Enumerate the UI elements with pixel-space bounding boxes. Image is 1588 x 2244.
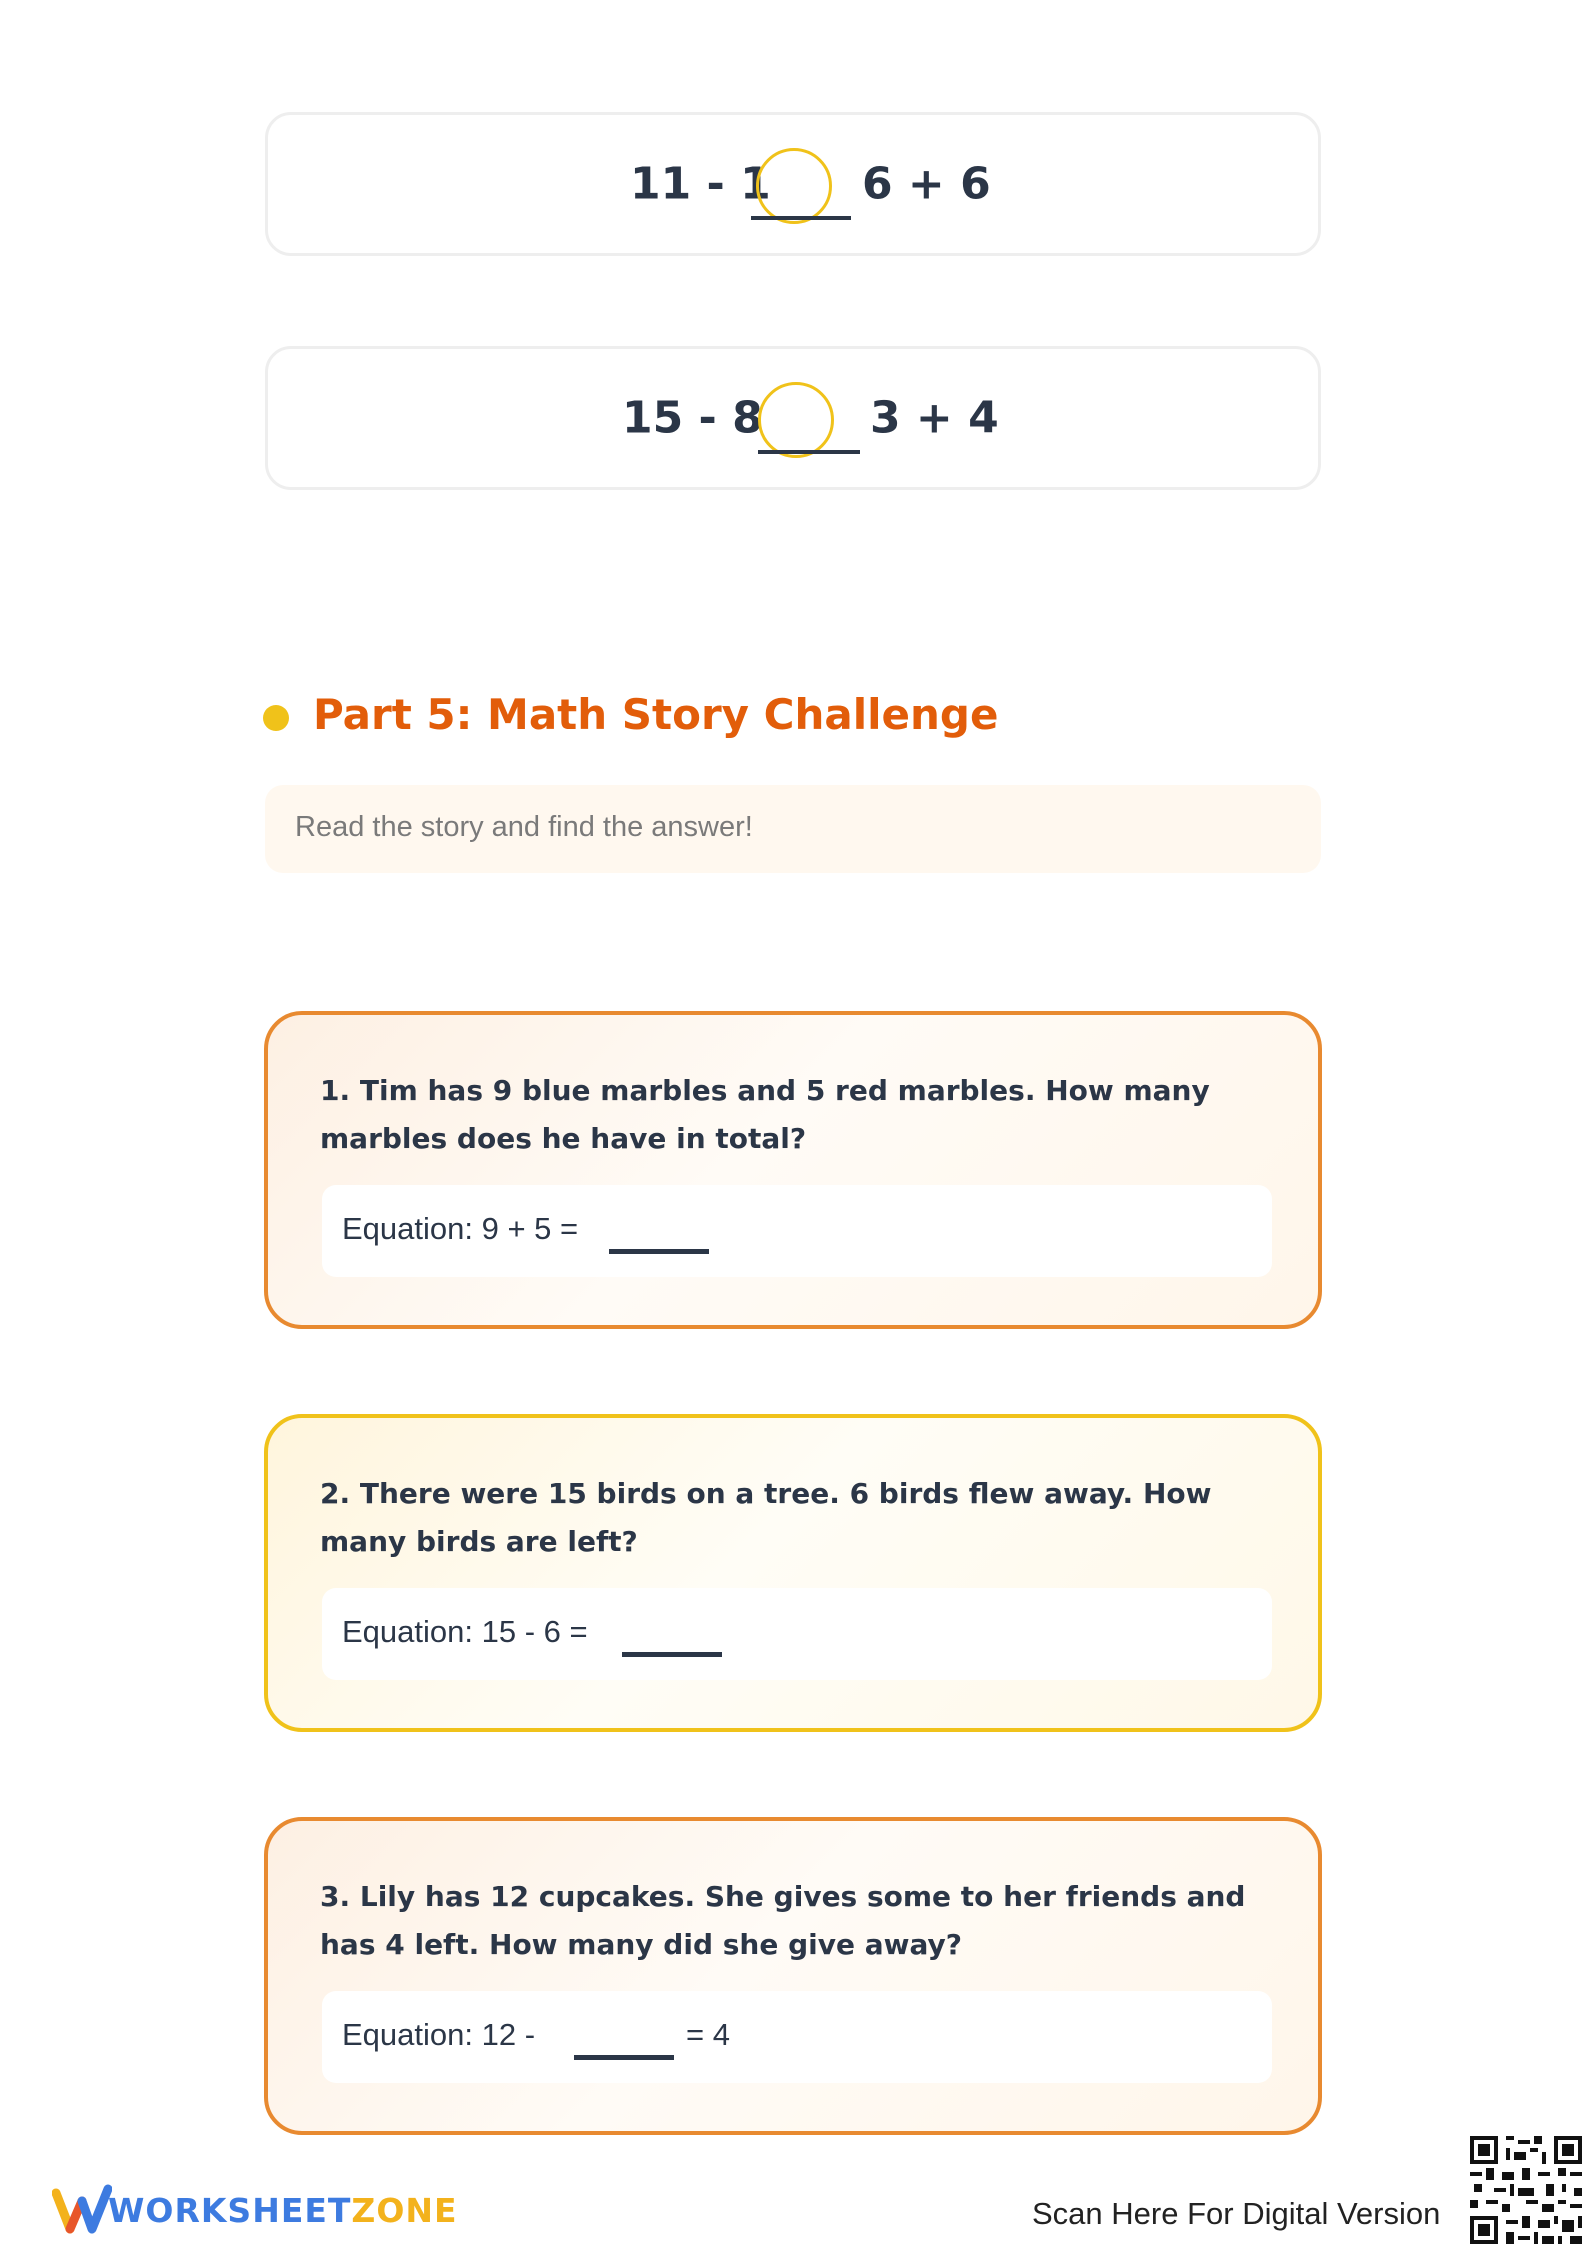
worksheetzone-logo-icon [52,2183,112,2235]
equation-box [322,1991,1272,2083]
comparison-right: 6 + 6 [862,158,991,210]
question-text: 2. There were 15 birds on a tree. 6 birds flew away. How many birds are left? [320,1477,1212,1558]
equation-suffix: = 4 [686,2017,730,2052]
equation-text: Equation: 12 - [342,2017,536,2052]
answer-line [758,450,860,454]
answer-circle[interactable] [756,148,832,224]
logo-wordmark[interactable] [108,2191,458,2230]
logo-text-part2: ZONE [351,2191,458,2230]
instruction-text: Read the story and find the answer! [295,811,753,843]
equation-box [322,1588,1272,1680]
comparison-box-2 [265,346,1321,490]
question-card-2 [264,1414,1322,1732]
section-title: Part 5: Math Story Challenge [313,690,999,739]
answer-blank[interactable] [609,1249,709,1254]
section-bullet [263,705,289,731]
answer-line [751,216,851,220]
equation-text: Equation: 15 - 6 = [342,1614,588,1649]
scan-text: Scan Here For Digital Version [1032,2196,1441,2231]
comparison-left: 15 - 8 [622,392,763,444]
question-text: 3. Lily has 12 cupcakes. She gives some to her friends and has 4 left. How many did she give away? [320,1880,1246,1961]
comparison-box-1 [265,112,1321,256]
comparison-left: 11 - 1 [630,158,771,210]
answer-blank[interactable] [622,1652,722,1657]
comparison-right: 3 + 4 [870,392,999,444]
question-card-1 [264,1011,1322,1329]
question-text: 1. Tim has 9 blue marbles and 5 red marbles. How many marbles does he have in total? [320,1074,1210,1155]
equation-box [322,1185,1272,1277]
equation-text: Equation: 9 + 5 = [342,1211,579,1246]
question-card-3 [264,1817,1322,2135]
logo-text-part1: WORKSHEET [108,2191,352,2230]
instruction-box [265,785,1321,873]
qr-code-icon[interactable] [1470,2136,1582,2244]
answer-circle[interactable] [758,382,834,458]
answer-blank[interactable] [574,2055,674,2060]
